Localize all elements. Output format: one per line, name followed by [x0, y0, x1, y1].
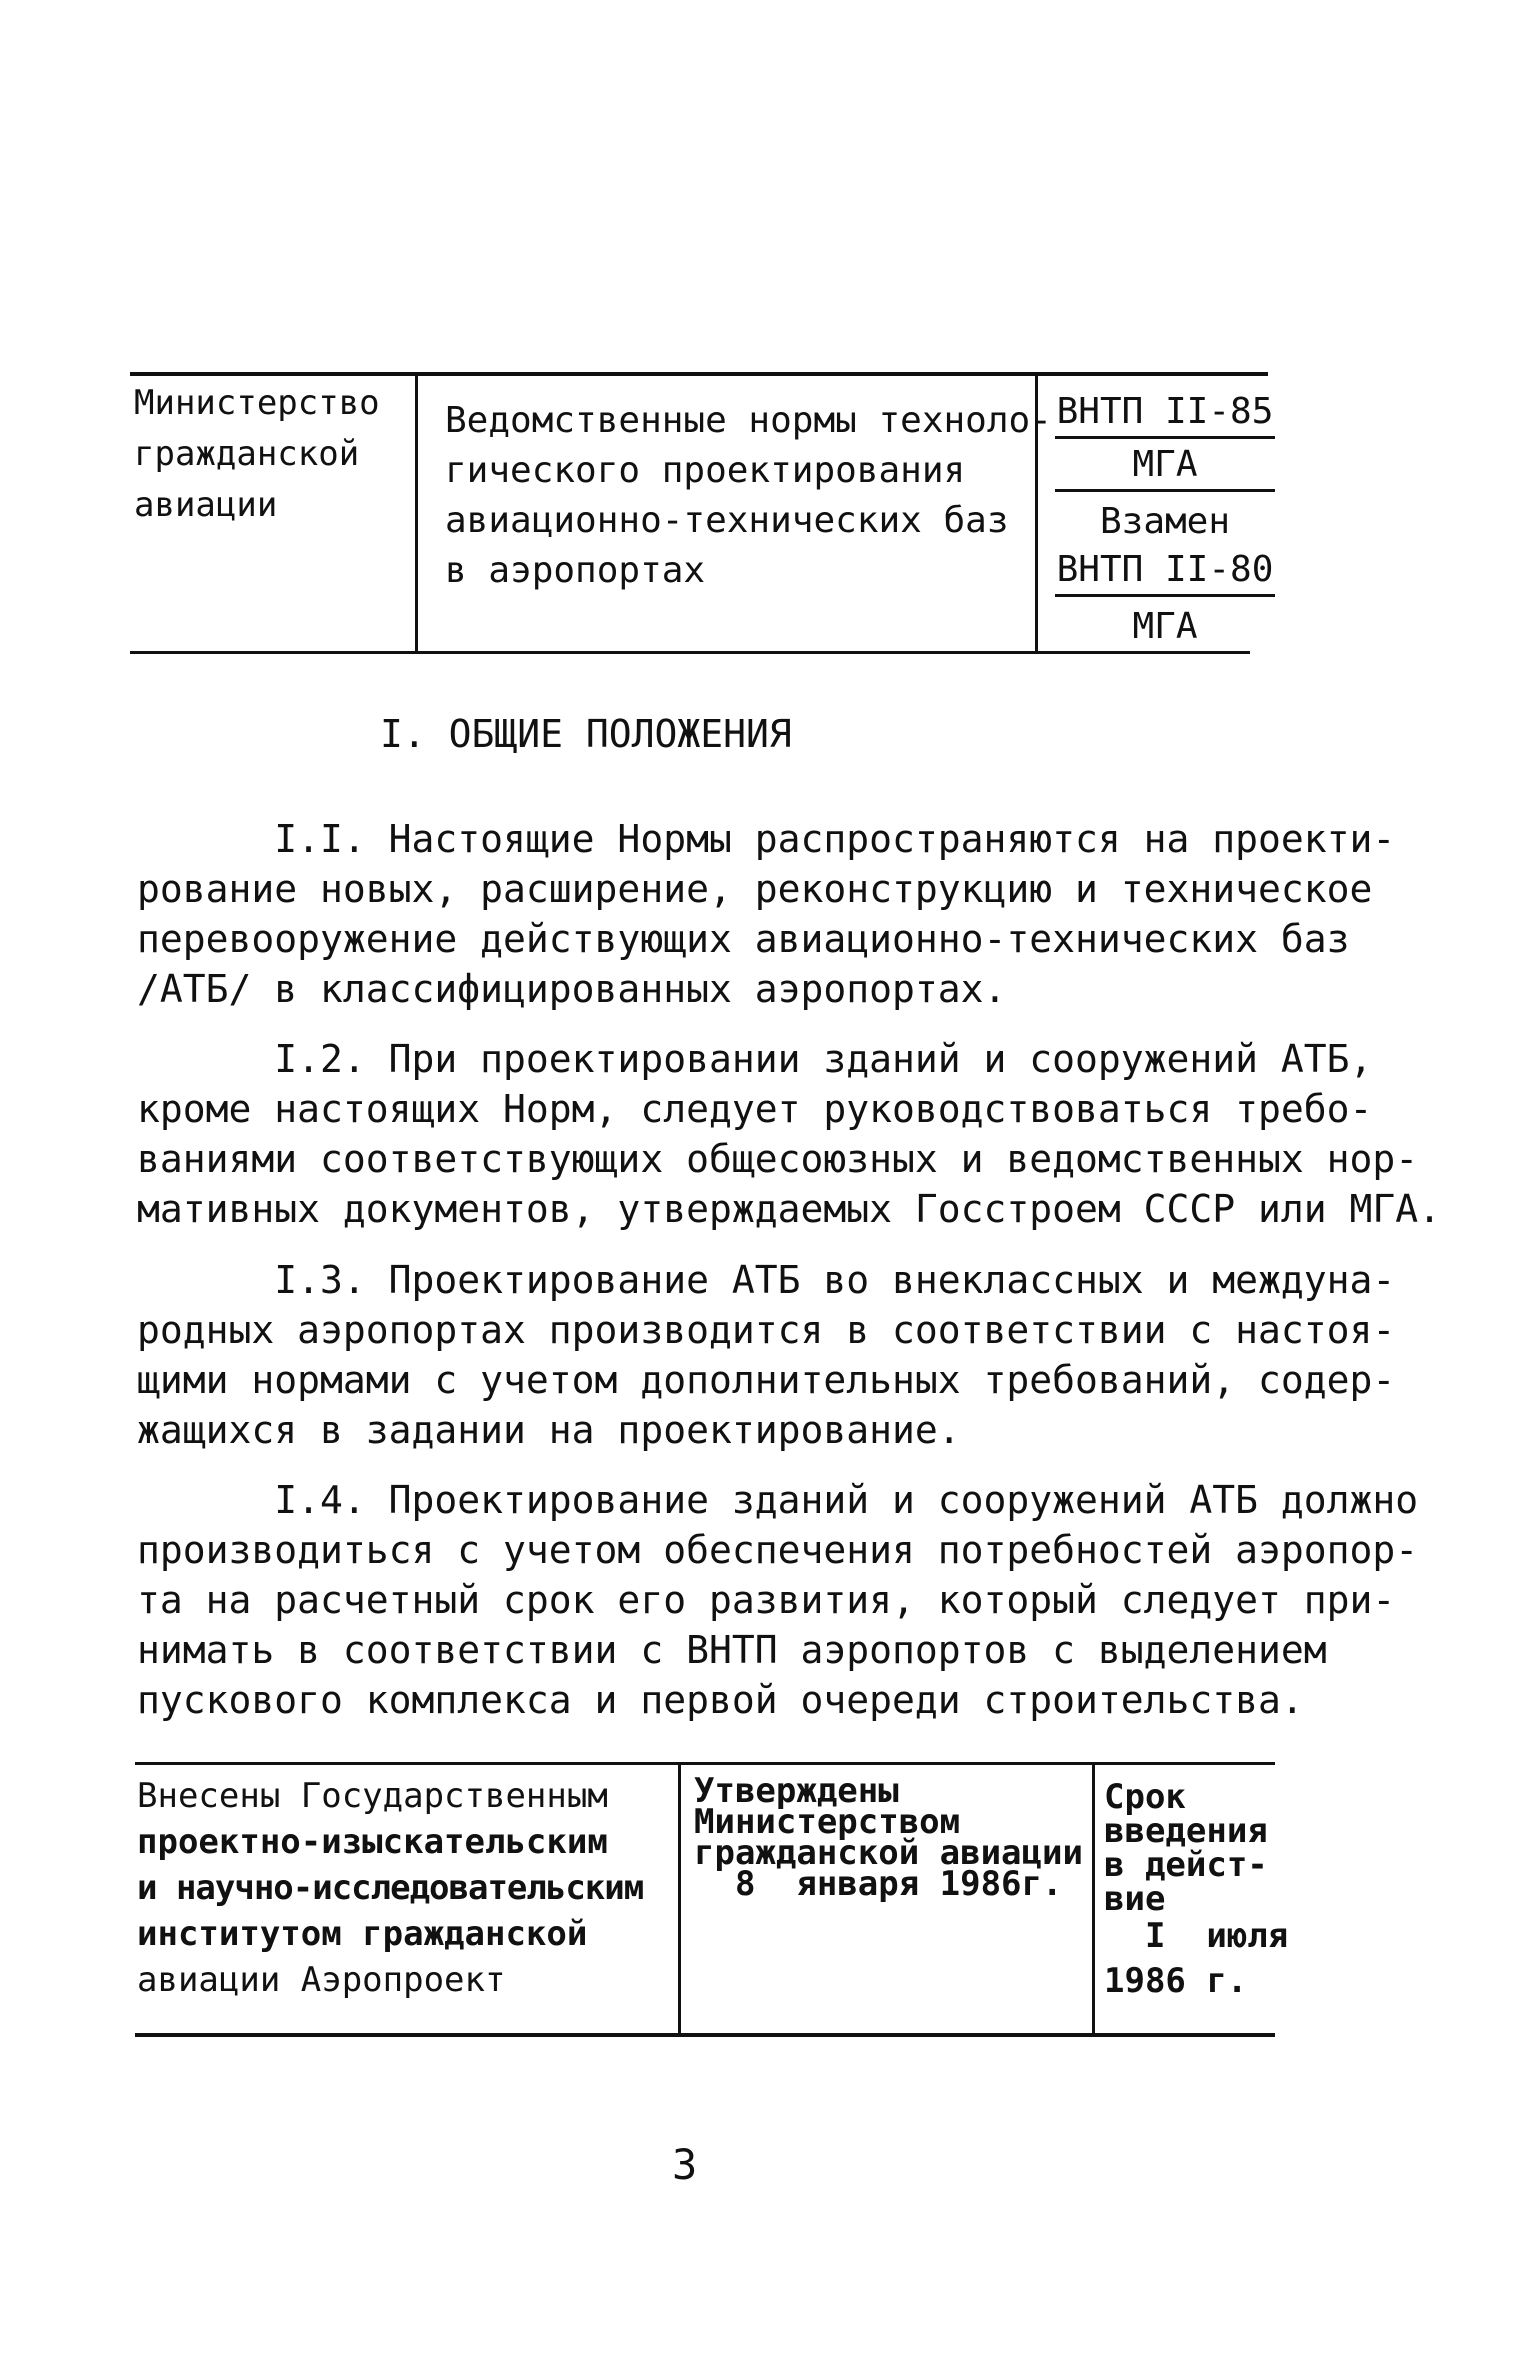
paragraph-line: рование новых, расширение, реконструкцию и техническое: [137, 867, 1373, 911]
section-heading: I. ОБЩИЕ ПОЛОЖЕНИЯ: [380, 712, 792, 756]
paragraph-line: I.3. Проектирование АТБ во внеклассных и междуна-: [137, 1258, 1396, 1302]
document-code: ВНТП II-85: [1055, 388, 1275, 439]
paragraph-line: производиться с учетом обеспечения потребностей аэропор-: [137, 1528, 1419, 1572]
paragraph-line: I.4. Проектирование зданий и сооружений АТБ должно: [137, 1478, 1419, 1522]
footer-divider-right: [1092, 1765, 1095, 2033]
paragraph-line: I.2. При проектировании зданий и сооружений АТБ,: [137, 1037, 1373, 1081]
paragraph-line: та на расчетный срок его развития, который следует при-: [137, 1578, 1396, 1622]
footer-introduced: [137, 1773, 643, 2003]
header-top-rule: [130, 372, 1268, 376]
header-divider-left: [415, 375, 418, 653]
footer-approved: [694, 1771, 1083, 1904]
title-line: Ведомственные нормы техноло-: [445, 400, 1052, 441]
paragraph-line: I.I. Настоящие Нормы распространяются на проекти-: [137, 817, 1396, 861]
header-bottom-rule: [130, 651, 1250, 654]
introduced-line: Внесены Государственным: [137, 1776, 608, 1816]
paragraph-line: перевооружение действующих авиационно-технических баз: [137, 917, 1350, 961]
title-line: авиационно-технических баз: [445, 500, 1009, 541]
ministry-line: авиации: [134, 485, 278, 525]
introduced-line: авиации Аэропроект: [137, 1960, 506, 2000]
introduced-line: институтом гражданской: [137, 1914, 588, 1954]
approved-line: гражданской авиации: [694, 1833, 1083, 1873]
paragraph-line: ваниями соответствующих общесоюзных и ведомственных нор-: [137, 1137, 1419, 1181]
replaces-org: МГА: [1132, 606, 1198, 647]
paragraph-line: кроме настоящих Норм, следует руководствоваться требо-: [137, 1087, 1373, 1131]
title-line: гического проектирования: [445, 450, 966, 491]
footer-top-rule: [135, 1762, 1275, 1765]
paragraph-line: /АТБ/ в классифицированных аэропортах.: [137, 967, 1007, 1011]
effective-line: введения: [1104, 1811, 1268, 1851]
introduced-line: проектно-изыскательским: [137, 1822, 608, 1862]
effective-line: Срок: [1104, 1777, 1186, 1817]
effective-line: I июля: [1104, 1916, 1289, 1956]
title-line: в аэропортах: [445, 550, 706, 591]
page-number: 3: [672, 2140, 698, 2189]
document-code-org: МГА: [1055, 441, 1275, 492]
introduced-line: и научно-исследовательским: [137, 1868, 644, 1908]
paragraph-line: пускового комплекса и первой очереди строительства.: [137, 1678, 1304, 1722]
paragraph-line: щими нормами с учетом дополнительных требований, содер-: [137, 1358, 1396, 1402]
paragraph-line: нимать в соответствии с ВНТП аэропортов с выделением: [137, 1628, 1327, 1672]
approved-line: 8 января 1986г.: [694, 1864, 1063, 1904]
paragraph-line: родных аэропортах производится в соответствии с настоя-: [137, 1308, 1396, 1352]
paragraph-line: жащихся в задании на проектирование.: [137, 1408, 961, 1452]
footer-bottom-rule: [135, 2033, 1275, 2037]
ministry-line: Министерство: [134, 383, 380, 423]
header-ministry: [134, 378, 380, 531]
effective-line: в дейст-: [1104, 1845, 1268, 1885]
replaces-code: ВНТП II-80: [1055, 546, 1275, 597]
header-code-block: [1055, 388, 1275, 651]
effective-line: 1986 г.: [1104, 1961, 1248, 2001]
header-title: [445, 396, 1052, 596]
footer-effective: [1104, 1777, 1289, 2006]
footer-divider-left: [678, 1765, 681, 2033]
ministry-line: гражданской: [134, 434, 360, 474]
effective-line: вие: [1104, 1879, 1166, 1919]
approved-line: Министерством: [694, 1802, 961, 1842]
replaces-label: Взамен: [1099, 501, 1231, 542]
paragraph-line: мативных документов, утверждаемых Госстроем СССР или МГА.: [137, 1187, 1442, 1231]
approved-line: Утверждены: [694, 1771, 899, 1811]
